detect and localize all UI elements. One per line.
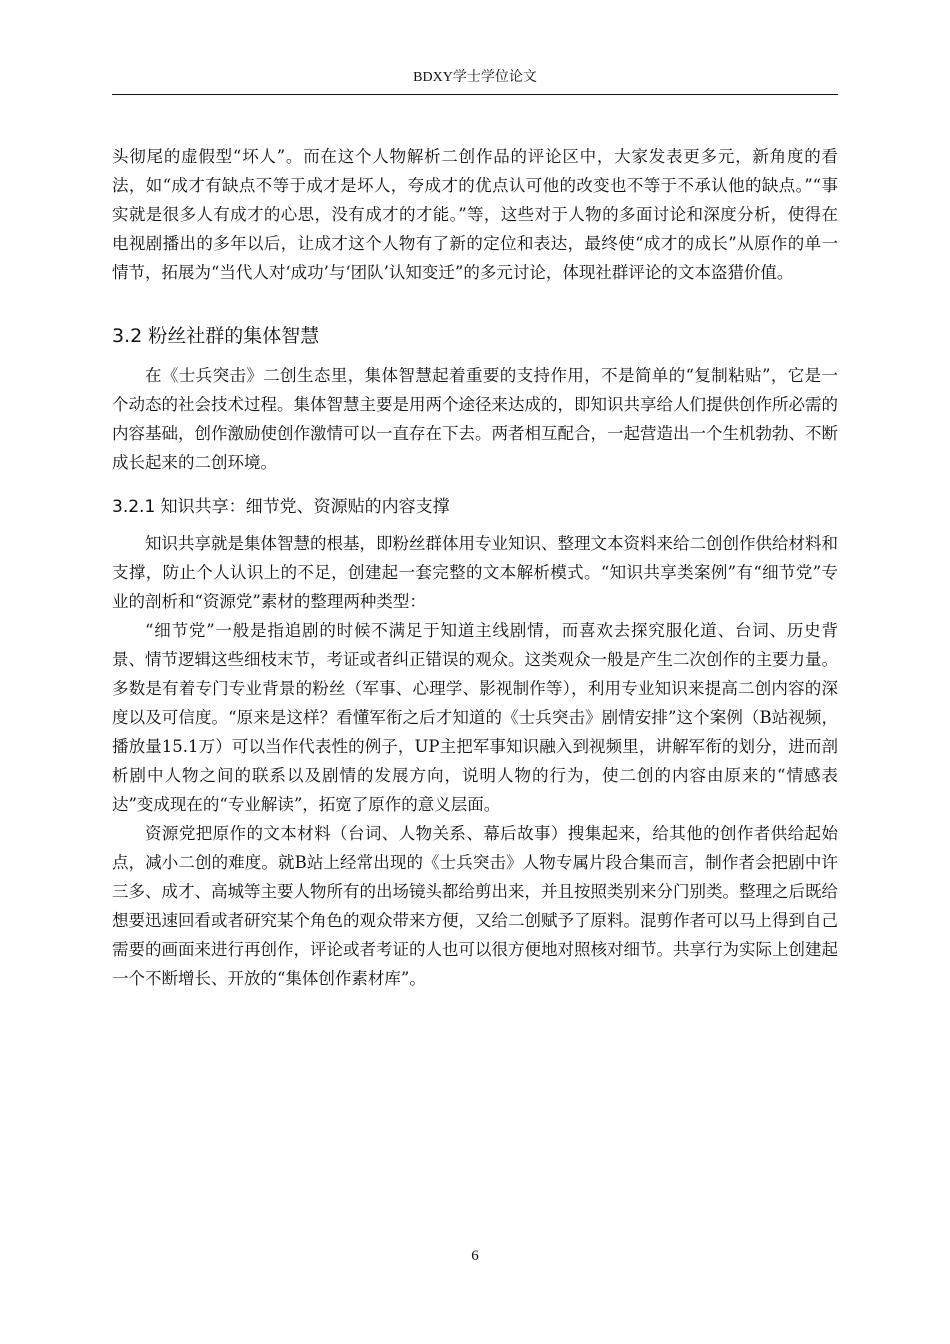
subsection-heading-3-2-1: 3.2.1 知识共享：细节党、资源贴的内容支撑 (112, 497, 450, 517)
header-title: BDXY学士学位论文 (413, 70, 537, 85)
paragraph-knowledge-sharing: 知识共享就是集体智慧的根基，即粉丝群体用专业知识、整理文本资料来给二创创作供给材料和支撑，防止个人认识上的不足，创建起一套完整的文本解析模式。“知识共享类案例”有“细节党”专业的剖析和“资源党”素材的整理两种类型： (112, 534, 838, 611)
paragraph-detail-party: “细节党”一般是指追剧的时候不满足于知道主线剧情，而喜欢去探究服化道、台词、历史背景、情节逻辑这些细枝末节，考证或者纠正错误的观众。这类观众一般是产生二次创作的主要力量。多数是有着专门专业背景的粉丝（军事、心理学、影视制作等），利用专业知识来提高二创内容的深度以及可信度。“原来是这样？看懂军衔之后才知道的《士兵突击》剧情安排”这个案例（B站视频，播放量15.1万）可以当作代表性的例子，UP主把军事知识融入到视频里，讲解军衔的划分，进而剖析剧中人物之间的联系以及剧情的发展方向，说明人物的行为，使二创的内容由原来的“情感表达”变成现在的“专业解读”，拓宽了原作的意义层面。 (112, 621, 838, 814)
paragraph-resource-party: 资源党把原作的文本材料（台词、人物关系、幕后故事）搜集起来，给其他的创作者供给起始点，减小二创的难度。就B站上经常出现的《士兵突击》人物专属片段合集而言，制作者会把剧中许三多、成才、高城等主要人物所有的出场镜头都给剪出来，并且按照类别来分门别类。整理之后既给想要迅速回看或者研究某个角色的观众带来方便，又给二创赋予了原料。混剪作者可以马上得到自己需要的画面来进行再创作，评论或者考证的人也可以很方便地对照核对细节。共享行为实际上创建起一个不断增长、开放的“集体创作素材库”。 (112, 824, 838, 988)
page-body (112, 142, 838, 993)
section-heading-3-2: 3.2 粉丝社群的集体智慧 (112, 325, 320, 347)
paragraph-continued: 头彻尾的虚假型“坏人”。而在这个人物解析二创作品的评论区中，大家发表更多元，新角度的看法，如“成才有缺点不等于成才是坏人，夸成才的优点认可他的改变也不等于不承认他的缺点。”“事实就是很多人有成才的心思，没有成才的才能。”等，这些对于人物的多面讨论和深度分析，使得在电视剧播出的多年以后，让成才这个人物有了新的定位和表达，最终使“成才的成长”从原作的单一情节，拓展为“当代人对‘成功’与‘团队’认知变迁”的多元讨论，体现社群评论的文本盗猎价值。 (112, 147, 838, 282)
page-header (112, 64, 838, 95)
paragraph-collective-intelligence: 在《士兵突击》二创生态里，集体智慧起着重要的支持作用，不是简单的“复制粘贴”，它是一个动态的社会技术过程。集体智慧主要是用两个途径来达成的，即知识共享给人们提供创作所必需的内容基础，创作激励使创作激情可以一直存在下去。两者相互配合，一起营造出一个生机勃勃、不断成长起来的二创环境。 (112, 366, 838, 472)
page-number: 6 (471, 1248, 479, 1264)
